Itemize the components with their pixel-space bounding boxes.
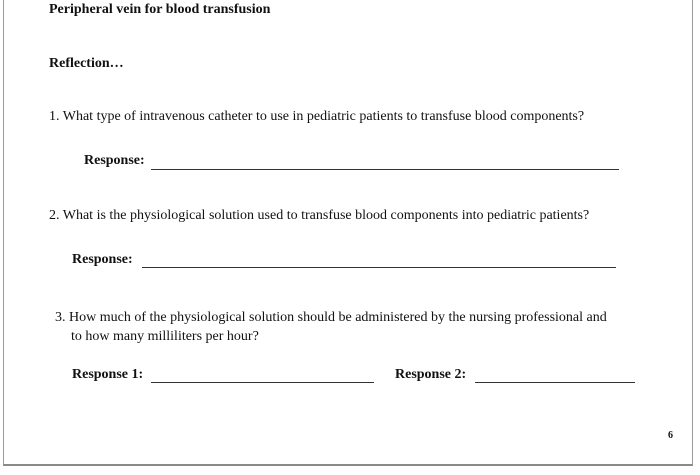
question-number: 2.	[49, 208, 60, 223]
answer-line-3a[interactable]	[151, 382, 374, 383]
answer-line-1[interactable]	[151, 169, 619, 170]
question-text: What is the physiological solution used to transfuse blood components into pediatric patients?	[62, 208, 590, 223]
question-1	[49, 107, 584, 126]
response-label-1: Response:	[84, 153, 145, 168]
response-label-2: Response:	[72, 252, 133, 267]
question-number: 1.	[49, 109, 60, 124]
question-text-line-1: How much of the physiological solution should be administered by the nursing professional and	[69, 310, 607, 325]
response-label-3a: Response 1:	[72, 367, 144, 382]
answer-line-2[interactable]	[142, 267, 616, 268]
question-3	[55, 308, 607, 346]
question-text: What type of intravenous catheter to use in pediatric patients to transfuse blood components?	[62, 109, 585, 124]
question-2	[49, 206, 589, 225]
answer-line-3b[interactable]	[475, 382, 635, 383]
section-heading: Reflection…	[49, 56, 124, 71]
question-number: 3.	[55, 310, 66, 325]
question-text-line-2: to how many milliliters per hour?	[71, 329, 259, 344]
document-title: Peripheral vein for blood transfusion	[49, 2, 271, 17]
page-number: 6	[668, 430, 673, 441]
response-label-3b: Response 2:	[395, 367, 467, 382]
